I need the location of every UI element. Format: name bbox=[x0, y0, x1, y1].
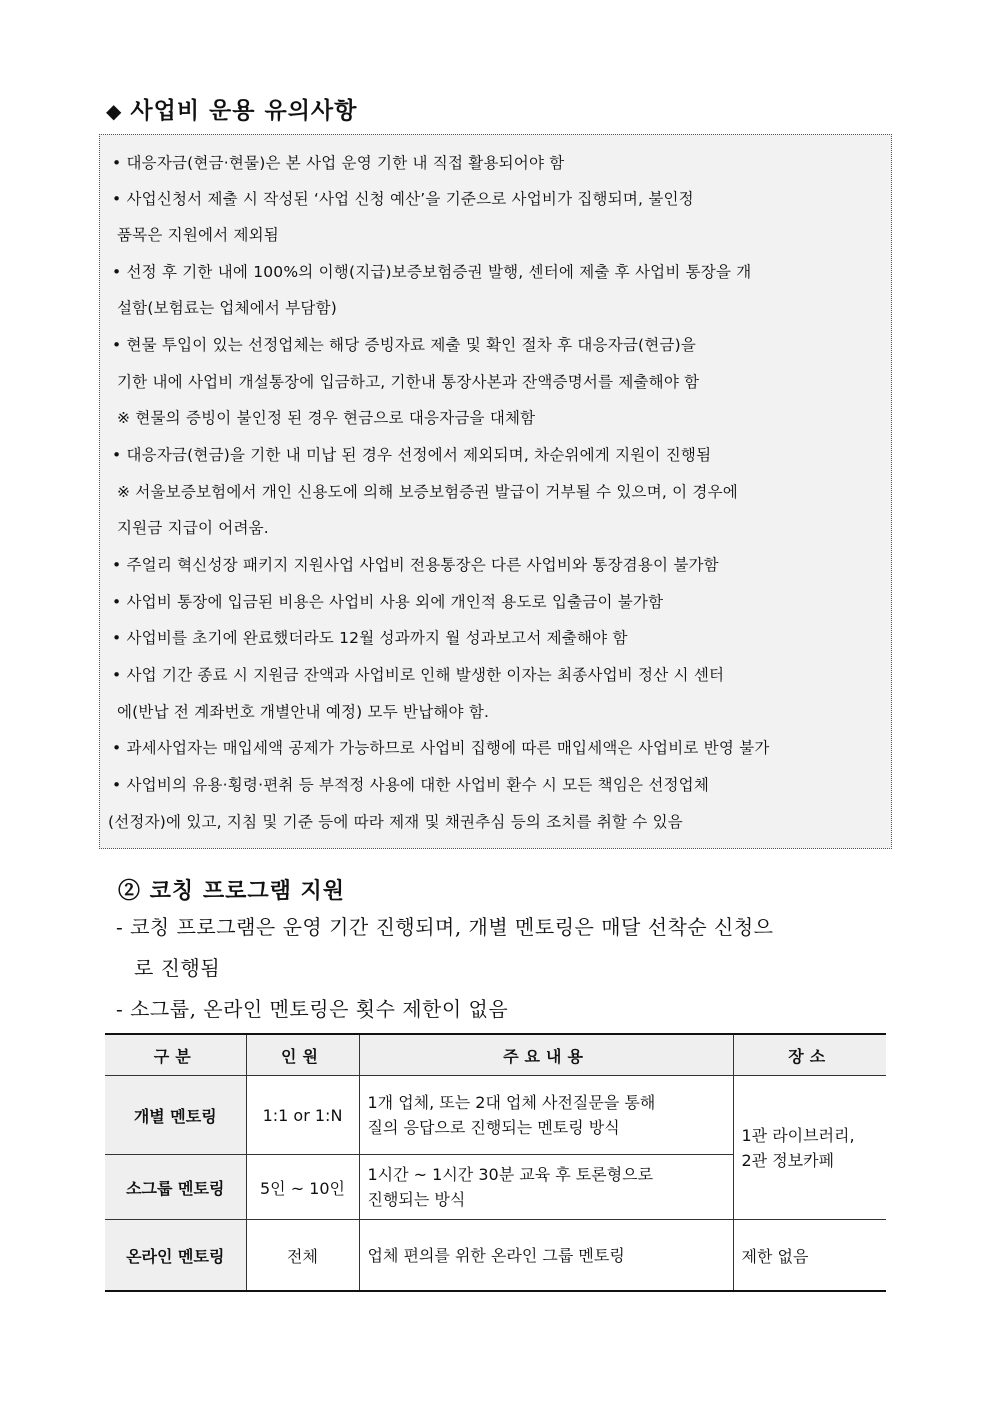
notice-line: • 사업신청서 제출 시 작성된 ‘사업 신청 예산’을 기준으로 사업비가 집행되며, 불인정 bbox=[112, 190, 694, 208]
notice-line: • 과세사업자는 매입세액 공제가 가능하므로 사업비 집행에 따른 매입세액은 사업비로 반영 불가 bbox=[112, 739, 770, 757]
row-people: 전체 bbox=[246, 1220, 359, 1292]
row-content-line: 1시간 ~ 1시간 30분 교육 후 토론형으로 bbox=[367, 1165, 654, 1184]
notice-line: • 대응자금(현금·현물)은 본 사업 운영 기한 내 직접 활용되어야 함 bbox=[112, 154, 565, 172]
notice-line: 설함(보험료는 업체에서 부담함) bbox=[117, 299, 337, 317]
notice-line: • 사업비를 초기에 완료했더라도 12월 성과까지 월 성과보고서 제출해야 함 bbox=[112, 629, 628, 647]
header-type: 구분 bbox=[105, 1034, 246, 1076]
row-content-line: 1개 업체, 또는 2대 업체 사전질문을 통해 bbox=[367, 1093, 656, 1112]
coaching-title: ② 코칭 프로그램 지원 bbox=[118, 878, 345, 904]
row-type: 소그룹 멘토링 bbox=[105, 1155, 246, 1220]
row-content-line: 질의 응답으로 진행되는 멘토링 방식 bbox=[367, 1118, 620, 1137]
notice-line: 지원금 지급이 어려움. bbox=[117, 519, 269, 537]
notice-line: • 선정 후 기한 내에 100%의 이행(지급)보증보험증권 발행, 센터에 제출 후 사업비 통장을 개 bbox=[112, 263, 752, 281]
notice-line: • 대응자금(현금)을 기한 내 미납 된 경우 선정에서 제외되며, 차순위에게 지원이 진행됨 bbox=[112, 446, 712, 464]
notice-note: ※ 서울보증보험에서 개인 신용도에 의해 보증보험증권 발급이 거부될 수 있으며, 이 경우에 bbox=[117, 483, 738, 501]
notice-line: • 사업비 통장에 입금된 비용은 사업비 사용 외에 개인적 용도로 입출금이 불가함 bbox=[112, 593, 664, 611]
diamond-icon: ◆ bbox=[106, 99, 123, 123]
notice-line: • 사업비의 유용·횡령·편취 등 부적정 사용에 대한 사업비 환수 시 모든 책임은 선정업체 bbox=[112, 776, 710, 794]
notice-line: 에(반납 전 계좌번호 개별안내 예정) 모두 반납해야 함. bbox=[117, 703, 490, 721]
row-people: 1:1 or 1:N bbox=[246, 1076, 359, 1155]
row-place: 제한 없음 bbox=[733, 1220, 886, 1292]
row-type: 개별 멘토링 bbox=[105, 1076, 246, 1155]
header-people: 인원 bbox=[246, 1034, 359, 1076]
coaching-desc-line: 로 진행됨 bbox=[134, 956, 221, 980]
header-content: 주요내용 bbox=[359, 1034, 733, 1076]
notice-line: 품목은 지원에서 제외됨 bbox=[117, 226, 279, 244]
row-content-line: 진행되는 방식 bbox=[367, 1190, 466, 1209]
place-line: 1관 라이브러리, bbox=[741, 1125, 855, 1145]
row-people: 5인 ~ 10인 bbox=[246, 1155, 359, 1220]
notice-line: (선정자)에 있고, 지침 및 기준 등에 따라 제재 및 채권추심 등의 조치를 취할 수 있음 bbox=[108, 813, 683, 831]
notice-line: • 주얼리 혁신성장 패키지 지원사업 사업비 전용통장은 다른 사업비와 통장겸용이 불가함 bbox=[112, 556, 719, 574]
row-content bbox=[359, 1220, 733, 1292]
coaching-desc-line: - 코칭 프로그램은 운영 기간 진행되며, 개별 멘토링은 매달 선착순 신청으 bbox=[116, 915, 774, 939]
coaching-program-table bbox=[105, 1033, 886, 1292]
section-title-text: 사업비 운용 유의사항 bbox=[130, 97, 358, 124]
row-content bbox=[359, 1076, 733, 1155]
notice-note: ※ 현물의 증빙이 불인정 된 경우 현금으로 대응자금을 대체함 bbox=[117, 409, 536, 427]
row-content-line: 업체 편의를 위한 온라인 그룹 멘토링 bbox=[367, 1245, 625, 1265]
table-row bbox=[105, 1076, 886, 1155]
section-title bbox=[106, 92, 357, 125]
row-type: 온라인 멘토링 bbox=[105, 1220, 246, 1292]
table-row bbox=[105, 1220, 886, 1292]
coaching-desc-line: - 소그룹, 온라인 멘토링은 횟수 제한이 없음 bbox=[116, 997, 509, 1021]
table-header-row bbox=[105, 1034, 886, 1076]
notice-line: • 사업 기간 종료 시 지원금 잔액과 사업비로 인해 발생한 이자는 최종사업비 정산 시 센터 bbox=[112, 666, 725, 684]
header-place: 장소 bbox=[733, 1034, 886, 1076]
notice-line: • 현물 투입이 있는 선정업체는 해당 증빙자료 제출 및 확인 절차 후 대응자금(현금)을 bbox=[112, 336, 697, 354]
notice-line: 기한 내에 사업비 개설통장에 입금하고, 기한내 통장사본과 잔액증명서를 제출해야 함 bbox=[117, 373, 700, 391]
place-line: 2관 정보카페 bbox=[741, 1150, 835, 1170]
row-content bbox=[359, 1155, 733, 1220]
notice-box bbox=[99, 134, 892, 849]
row-place-shared bbox=[733, 1076, 886, 1220]
